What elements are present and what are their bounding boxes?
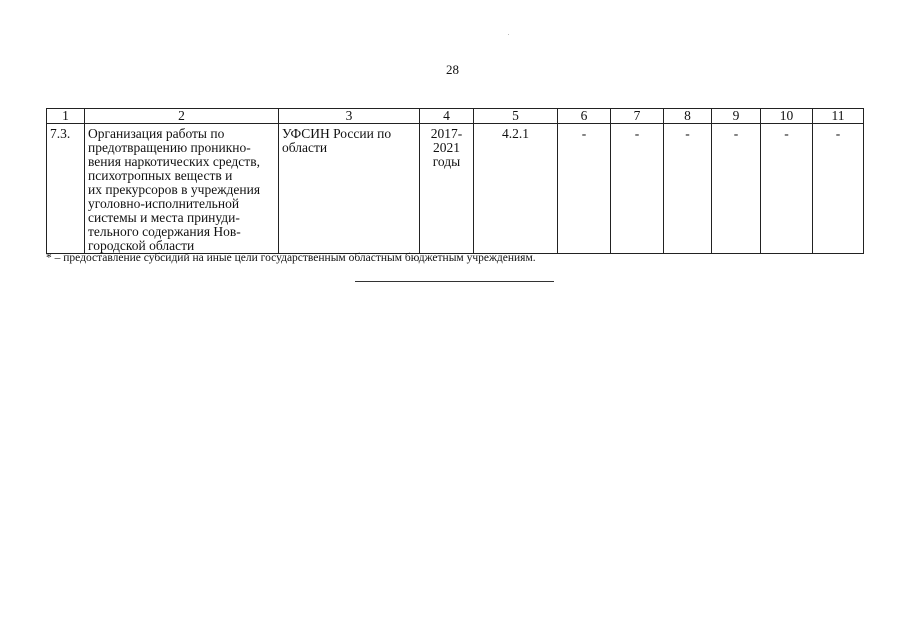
header-cell: 7 xyxy=(611,109,664,124)
executor-cell xyxy=(279,124,420,254)
activity-line: тельного содержания Нов- xyxy=(88,224,241,239)
header-row xyxy=(47,109,864,124)
target-indicator-cell: 4.2.1 xyxy=(474,124,558,254)
header-cell: 10 xyxy=(761,109,813,124)
header-cell: 3 xyxy=(279,109,420,124)
activity-line: Организация работы по xyxy=(88,126,225,141)
activity-line: уголовно-исполнительной xyxy=(88,196,240,211)
end-separator-line xyxy=(355,281,554,282)
activity-line: их прекурсоров в учреждения xyxy=(88,182,261,197)
header-cell: 5 xyxy=(474,109,558,124)
header-cell: 2 xyxy=(85,109,279,124)
activity-line: вения наркотических средств, xyxy=(88,154,260,169)
header-cell: 8 xyxy=(664,109,712,124)
executor-line: УФСИН России по xyxy=(282,126,392,141)
period-line: 2017- xyxy=(430,126,463,141)
value-cell-10: - xyxy=(761,124,813,254)
value-cell-11: - xyxy=(813,124,864,254)
value-cell-7: - xyxy=(611,124,664,254)
header-cell: 4 xyxy=(420,109,474,124)
period-line: 2021 xyxy=(433,140,460,155)
header-cell: 11 xyxy=(813,109,864,124)
value-cell-9: - xyxy=(712,124,761,254)
period-cell xyxy=(420,124,474,254)
activity-cell xyxy=(85,124,279,254)
header-cell: 9 xyxy=(712,109,761,124)
executor-line: области xyxy=(282,140,328,155)
value-cell-8: - xyxy=(664,124,712,254)
activity-line: системы и места принуди- xyxy=(88,210,240,225)
header-cell: 1 xyxy=(47,109,85,124)
table-row xyxy=(47,124,864,254)
row-number-cell: 7.3. xyxy=(47,124,85,254)
activity-line: предотвращению проникно- xyxy=(88,140,251,155)
scan-speck xyxy=(508,34,509,35)
period-line: годы xyxy=(432,154,461,169)
activity-line: городской области xyxy=(88,238,195,253)
activity-line: психотропных веществ и xyxy=(88,168,233,183)
value-cell-6: - xyxy=(558,124,611,254)
footnote: * – предоставление субсидий на иные цели государственным областным бюджетным учреждениям. xyxy=(46,252,536,264)
activity-table xyxy=(46,108,864,254)
page-number: 28 xyxy=(446,62,459,77)
header-cell: 6 xyxy=(558,109,611,124)
